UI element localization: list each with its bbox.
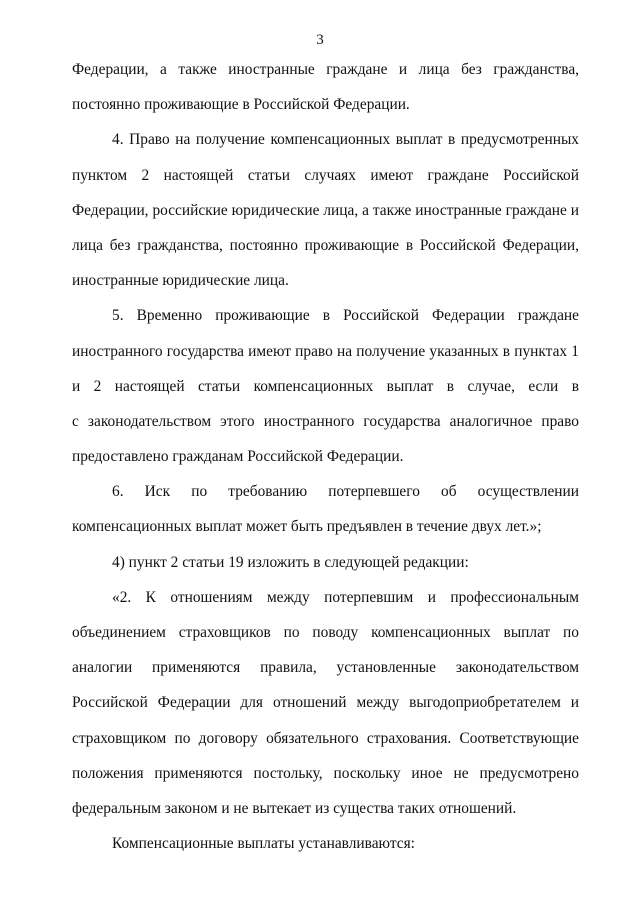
text-line: с законодательством этого иностранного государства аналогичное право <box>72 412 579 430</box>
text-line: иностранного государства имеют право на получение указанных в пунктах 1 <box>72 342 579 360</box>
text-line: 5. Временно проживающие в Российской Федерации граждане <box>112 307 579 325</box>
text-line: предоставлено гражданам Российской Федерации. <box>72 448 404 466</box>
text-line: 6. Иск по требованию потерпевшего об осуществлении <box>112 483 579 501</box>
text-line: постоянно проживающие в Российской Федерации. <box>72 96 410 114</box>
text-line: иностранные юридические лица. <box>72 272 289 290</box>
text-line: 4) пункт 2 статьи 19 изложить в следующей редакции: <box>112 553 469 571</box>
text-line: 4. Право на получение компенсационных выплат в предусмотренных <box>112 131 579 149</box>
text-line: и 2 настоящей статьи компенсационных выплат в случае, если в <box>72 377 579 395</box>
text-line: положения применяются постольку, поскольку иное не предусмотрено <box>72 764 579 782</box>
text-line: страховщиком по договору обязательного страхования. Соответствующие <box>72 729 579 747</box>
text-line: объединением страховщиков по поводу компенсационных выплат по <box>72 624 579 641</box>
document-body <box>72 52 579 861</box>
text-line: лица без гражданства, постоянно проживающие в Российской Федерации, <box>72 236 579 254</box>
page-number: 3 <box>316 32 324 48</box>
text-line: аналогии применяются правила, установленные законодательством <box>72 659 579 677</box>
text-line: компенсационных выплат может быть предъявлен в течение двух лет.»; <box>72 518 542 536</box>
text-line: Российской Федерации для отношений между выгодоприобретателем и <box>72 694 579 712</box>
text-line: Компенсационные выплаты устанавливаются: <box>112 835 415 853</box>
text-line: пунктом 2 настоящей статьи случаях имеют граждане Российской <box>72 166 579 184</box>
text-line: Федерации, а также иностранные граждане и лица без гражданства, <box>72 61 579 78</box>
text-line: «2. К отношениям между потерпевшим и профессиональным <box>112 588 579 606</box>
text-line: Федерации, российские юридические лица, а также иностранные граждане и <box>72 201 579 219</box>
text-line: федеральным законом и не вытекает из существа таких отношений. <box>72 799 517 817</box>
